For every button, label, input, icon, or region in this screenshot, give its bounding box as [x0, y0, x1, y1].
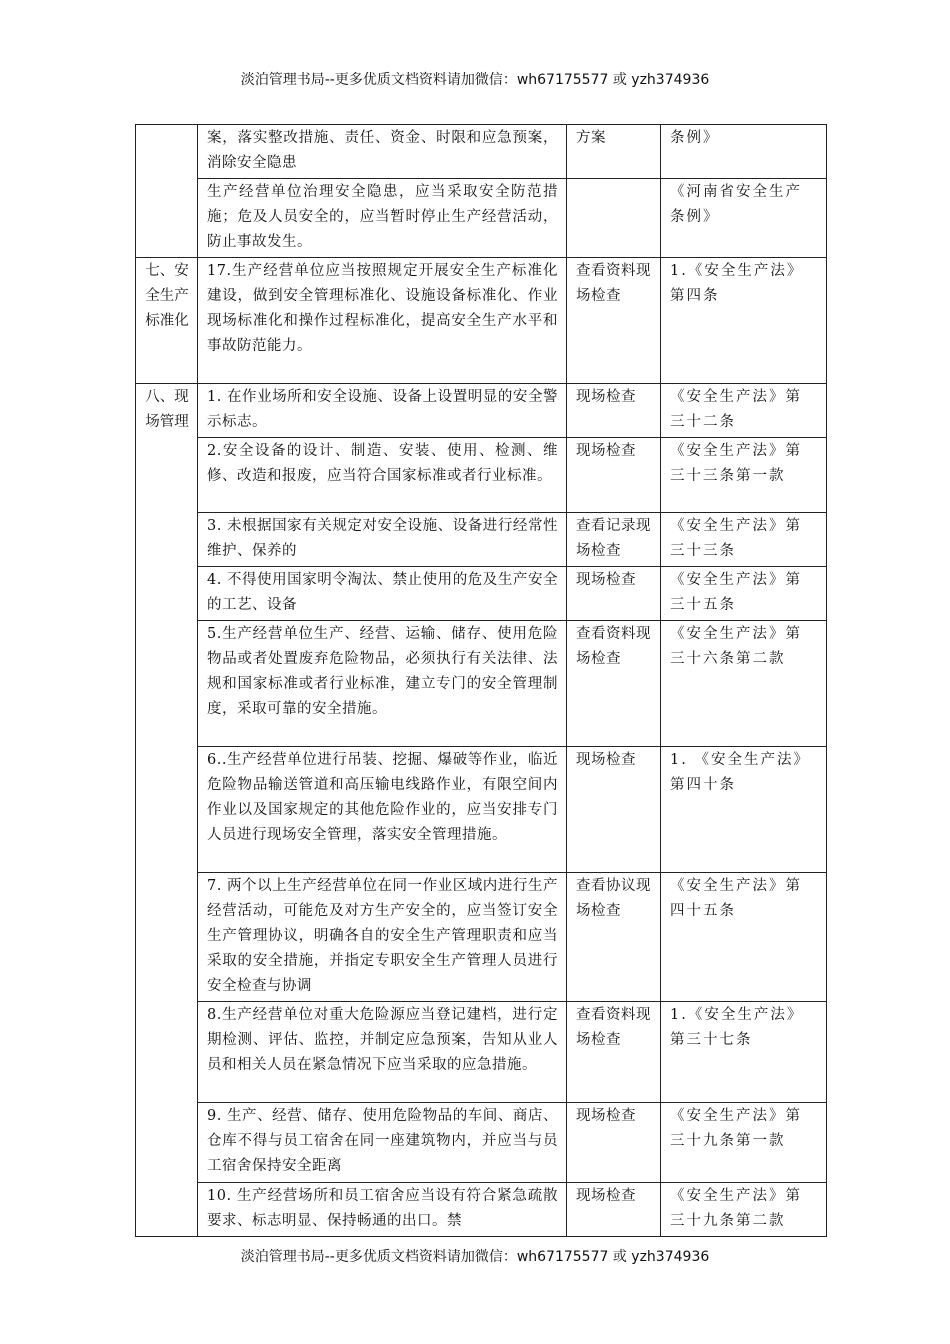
- method-cell: 查看协议现场检查: [567, 873, 661, 1002]
- basis-cell: 《安全生产法》第三十九条第一款: [661, 1103, 827, 1183]
- method-cell: 现场检查: [567, 384, 661, 438]
- basis-cell: 《安全生产法》第四十五条: [661, 873, 827, 1002]
- basis-cell: 1.《安全生产法》第四条: [661, 258, 827, 384]
- method-cell: 查看资料现场检查: [567, 1002, 661, 1103]
- page-footer: 淡泊管理书局--更多优质文档资料请加微信：wh67175577 或 yzh374936: [240, 1249, 710, 1265]
- basis-cell: 《安全生产法》第三十五条: [661, 567, 827, 621]
- method-cell: 方案: [567, 125, 661, 179]
- table-row: [136, 513, 827, 567]
- method-cell: 查看资料现场检查: [567, 258, 661, 384]
- content-cell: 1. 在作业场所和安全设施、设备上设置明显的安全警示标志。: [198, 384, 567, 438]
- content-cell: 6..生产经营单位进行吊装、挖掘、爆破等作业，临近危险物品输送管道和高压输电线路作业，有限空间内作业以及国家规定的其他危险作业的，应当安排专门人员进行现场安全管理，落实安全管理措施。: [198, 747, 567, 873]
- table-row: [136, 384, 827, 438]
- table-row: [136, 1002, 827, 1103]
- content-cell: 生产经营单位治理安全隐患，应当采取安全防范措施；危及人员安全的，应当暂时停止生产经营活动，防止事故发生。: [198, 179, 567, 258]
- content-cell: 3. 未根据国家有关规定对安全设施、设备进行经常性维护、保养的: [198, 513, 567, 567]
- method-cell: 现场检查: [567, 567, 661, 621]
- basis-cell: 《安全生产法》第三十九条第二款: [661, 1183, 827, 1237]
- table-row: [136, 1183, 827, 1237]
- content-cell: 7. 两个以上生产经营单位在同一作业区域内进行生产经营活动，可能危及对方生产安全的，应当签订安全生产管理协议，明确各自的安全生产管理职责和应当采取的安全措施，并指定专职安全生产管理人员进行安全检查与协调: [198, 873, 567, 1002]
- table-row: [136, 438, 827, 513]
- table-row: [136, 567, 827, 621]
- table-row: [136, 1103, 827, 1183]
- table-row: [136, 747, 827, 873]
- content-cell: 5.生产经营单位生产、经营、运输、储存、使用危险物品或者处置废弃危险物品，必须执行有关法律、法规和国家标准或者行业标准，建立专门的安全管理制度，采取可靠的安全措施。: [198, 621, 567, 747]
- content-cell: 4. 不得使用国家明令淘汰、禁止使用的危及生产安全的工艺、设备: [198, 567, 567, 621]
- basis-cell: 《安全生产法》第三十三条第一款: [661, 438, 827, 513]
- basis-cell: 《安全生产法》第三十六条第二款: [661, 621, 827, 747]
- inspection-table: [135, 124, 827, 1237]
- method-cell: 现场检查: [567, 1183, 661, 1237]
- basis-cell: 《安全生产法》第三十二条: [661, 384, 827, 438]
- content-cell: 9. 生产、经营、储存、使用危险物品的车间、商店、仓库不得与员工宿舍在同一座建筑物内，并应当与员工宿舍保持安全距离: [198, 1103, 567, 1183]
- method-cell: 现场检查: [567, 747, 661, 873]
- page-header: 淡泊管理书局--更多优质文档资料请加微信：wh67175577 或 yzh374936: [240, 72, 710, 88]
- basis-cell: 《安全生产法》第三十三条: [661, 513, 827, 567]
- category-cell: 七、安全生产标准化: [136, 258, 198, 384]
- content-cell: 17.生产经营单位应当按照规定开展安全生产标准化建设，做到安全管理标准化、设施设备标准化、作业现场标准化和操作过程标准化，提高安全生产水平和事故防范能力。: [198, 258, 567, 384]
- table-row: [136, 125, 827, 179]
- method-cell: 现场检查: [567, 438, 661, 513]
- category-cell: [136, 125, 198, 258]
- content-cell: 案，落实整改措施、责任、资金、时限和应急预案，消除安全隐患: [198, 125, 567, 179]
- method-cell: [567, 179, 661, 258]
- content-cell: 2.安全设备的设计、制造、安装、使用、检测、维修、改造和报废，应当符合国家标准或者行业标准。: [198, 438, 567, 513]
- basis-cell: 1.《安全生产法》第三十七条: [661, 1002, 827, 1103]
- table-row: [136, 621, 827, 747]
- method-cell: 现场检查: [567, 1103, 661, 1183]
- table-row: [136, 873, 827, 1002]
- method-cell: 查看记录现场检查: [567, 513, 661, 567]
- table-row: [136, 258, 827, 384]
- basis-cell: 1. 《安全生产法》第四十条: [661, 747, 827, 873]
- content-cell: 10. 生产经营场所和员工宿舍应当设有符合紧急疏散要求、标志明显、保持畅通的出口。禁: [198, 1183, 567, 1237]
- content-cell: 8.生产经营单位对重大危险源应当登记建档，进行定期检测、评估、监控，并制定应急预案，告知从业人员和相关人员在紧急情况下应当采取的应急措施。: [198, 1002, 567, 1103]
- basis-cell: 《河南省安全生产条例》: [661, 179, 827, 258]
- method-cell: 查看资料现场检查: [567, 621, 661, 747]
- table-row: [136, 179, 827, 258]
- category-cell: 八、现场管理: [136, 384, 198, 1237]
- basis-cell: 条例》: [661, 125, 827, 179]
